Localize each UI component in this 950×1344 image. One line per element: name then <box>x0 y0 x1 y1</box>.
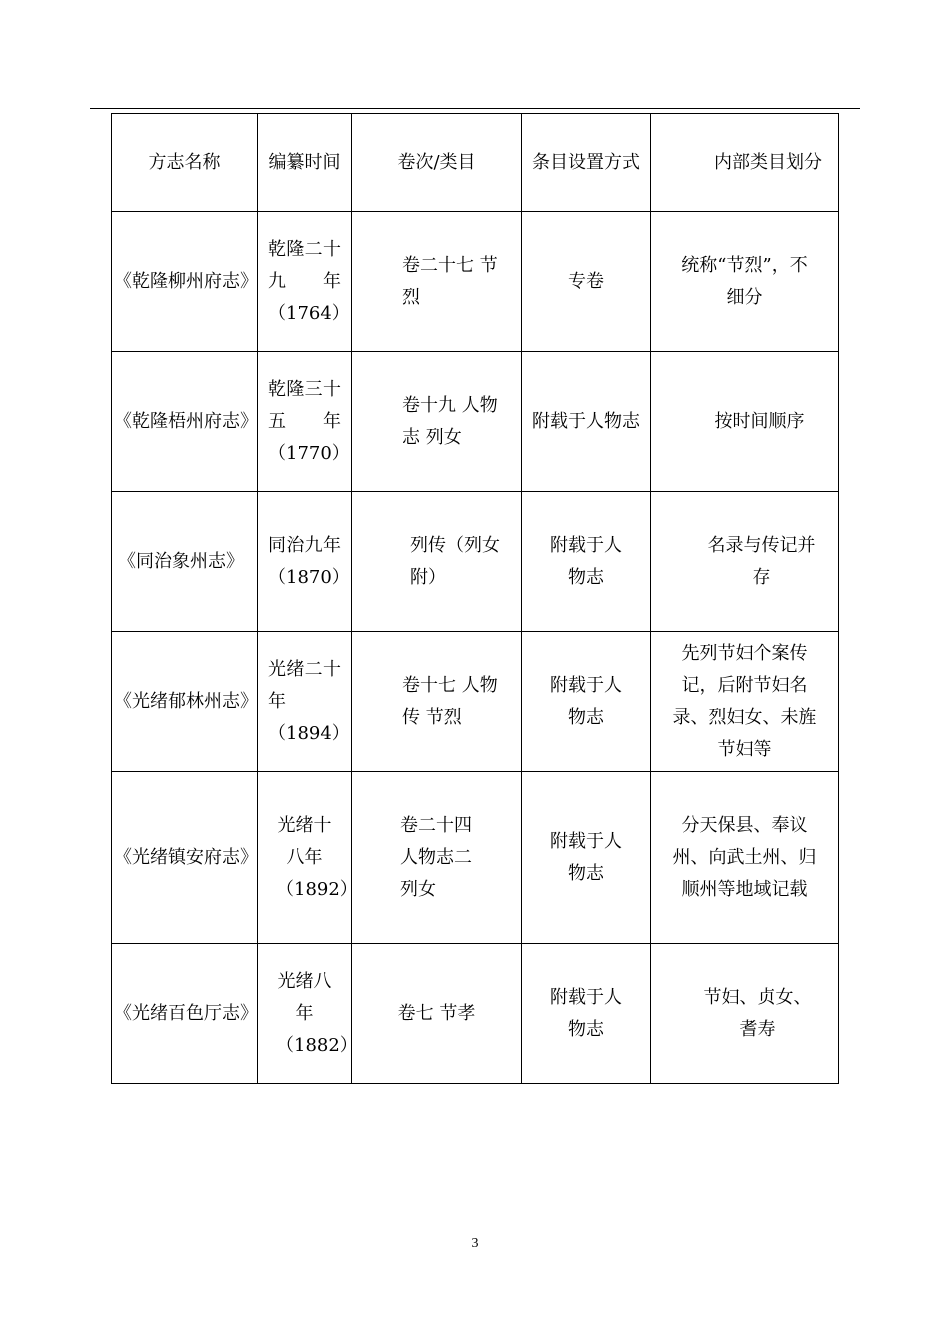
header-rule <box>90 108 860 109</box>
table-row <box>112 772 839 944</box>
cell-gazetteer-name: 《光绪郁林州志》 <box>112 632 258 772</box>
cell-compile-time: 同治九年（1870） <box>258 492 352 632</box>
table-row <box>112 632 839 772</box>
cell-compile-time: 光绪二十年（1894） <box>258 632 352 772</box>
cell-compile-time: 光绪八年（1882） <box>258 944 352 1084</box>
header-gazetteer-name: 方志名称 <box>112 114 258 212</box>
cell-gazetteer-name: 《光绪百色厅志》 <box>112 944 258 1084</box>
table-row <box>112 352 839 492</box>
page-number: 3 <box>471 1236 479 1251</box>
cell-volume-category: 卷十七 人物传 节烈 <box>352 632 522 772</box>
header-volume-category: 卷次/类目 <box>352 114 522 212</box>
cell-internal-division: 统称“节烈”，不细分 <box>651 212 839 352</box>
cell-compile-time: 光绪十八年（1892） <box>258 772 352 944</box>
cell-compile-time: 乾隆二十九年（1764） <box>258 212 352 352</box>
header-internal-division: 内部类目划分 <box>651 114 839 212</box>
cell-gazetteer-name: 《乾隆柳州府志》 <box>112 212 258 352</box>
cell-internal-division: 名录与传记并存 <box>651 492 839 632</box>
cell-internal-division: 按时间顺序 <box>651 352 839 492</box>
header-compile-time: 编纂时间 <box>258 114 352 212</box>
cell-gazetteer-name: 《同治象州志》 <box>112 492 258 632</box>
header-entry-arrangement: 条目设置方式 <box>522 114 651 212</box>
cell-internal-division: 节妇、贞女、耆寿 <box>651 944 839 1084</box>
cell-volume-category: 卷七 节孝 <box>352 944 522 1084</box>
cell-internal-division: 分天保县、奉议州、向武土州、归顺州等地域记载 <box>651 772 839 944</box>
cell-entry-arrangement: 附载于人物志 <box>522 772 651 944</box>
cell-gazetteer-name: 《光绪镇安府志》 <box>112 772 258 944</box>
cell-internal-division: 先列节妇个案传记，后附节妇名录、烈妇女、未旌节妇等 <box>651 632 839 772</box>
table-header-row <box>112 114 839 212</box>
cell-entry-arrangement: 附载于人物志 <box>522 632 651 772</box>
cell-gazetteer-name: 《乾隆梧州府志》 <box>112 352 258 492</box>
gazetteer-table <box>111 113 839 1084</box>
cell-entry-arrangement: 附载于人物志 <box>522 492 651 632</box>
cell-entry-arrangement: 附载于人物志 <box>522 352 651 492</box>
cell-volume-category: 卷二十四人物志二列女 <box>352 772 522 944</box>
table-row <box>112 492 839 632</box>
cell-volume-category: 卷二十七 节烈 <box>352 212 522 352</box>
cell-entry-arrangement: 专卷 <box>522 212 651 352</box>
cell-compile-time: 乾隆三十五年（1770） <box>258 352 352 492</box>
table-row <box>112 944 839 1084</box>
cell-volume-category: 卷十九 人物志 列女 <box>352 352 522 492</box>
cell-entry-arrangement: 附载于人物志 <box>522 944 651 1084</box>
cell-volume-category: 列传（列女附） <box>352 492 522 632</box>
table-row <box>112 212 839 352</box>
